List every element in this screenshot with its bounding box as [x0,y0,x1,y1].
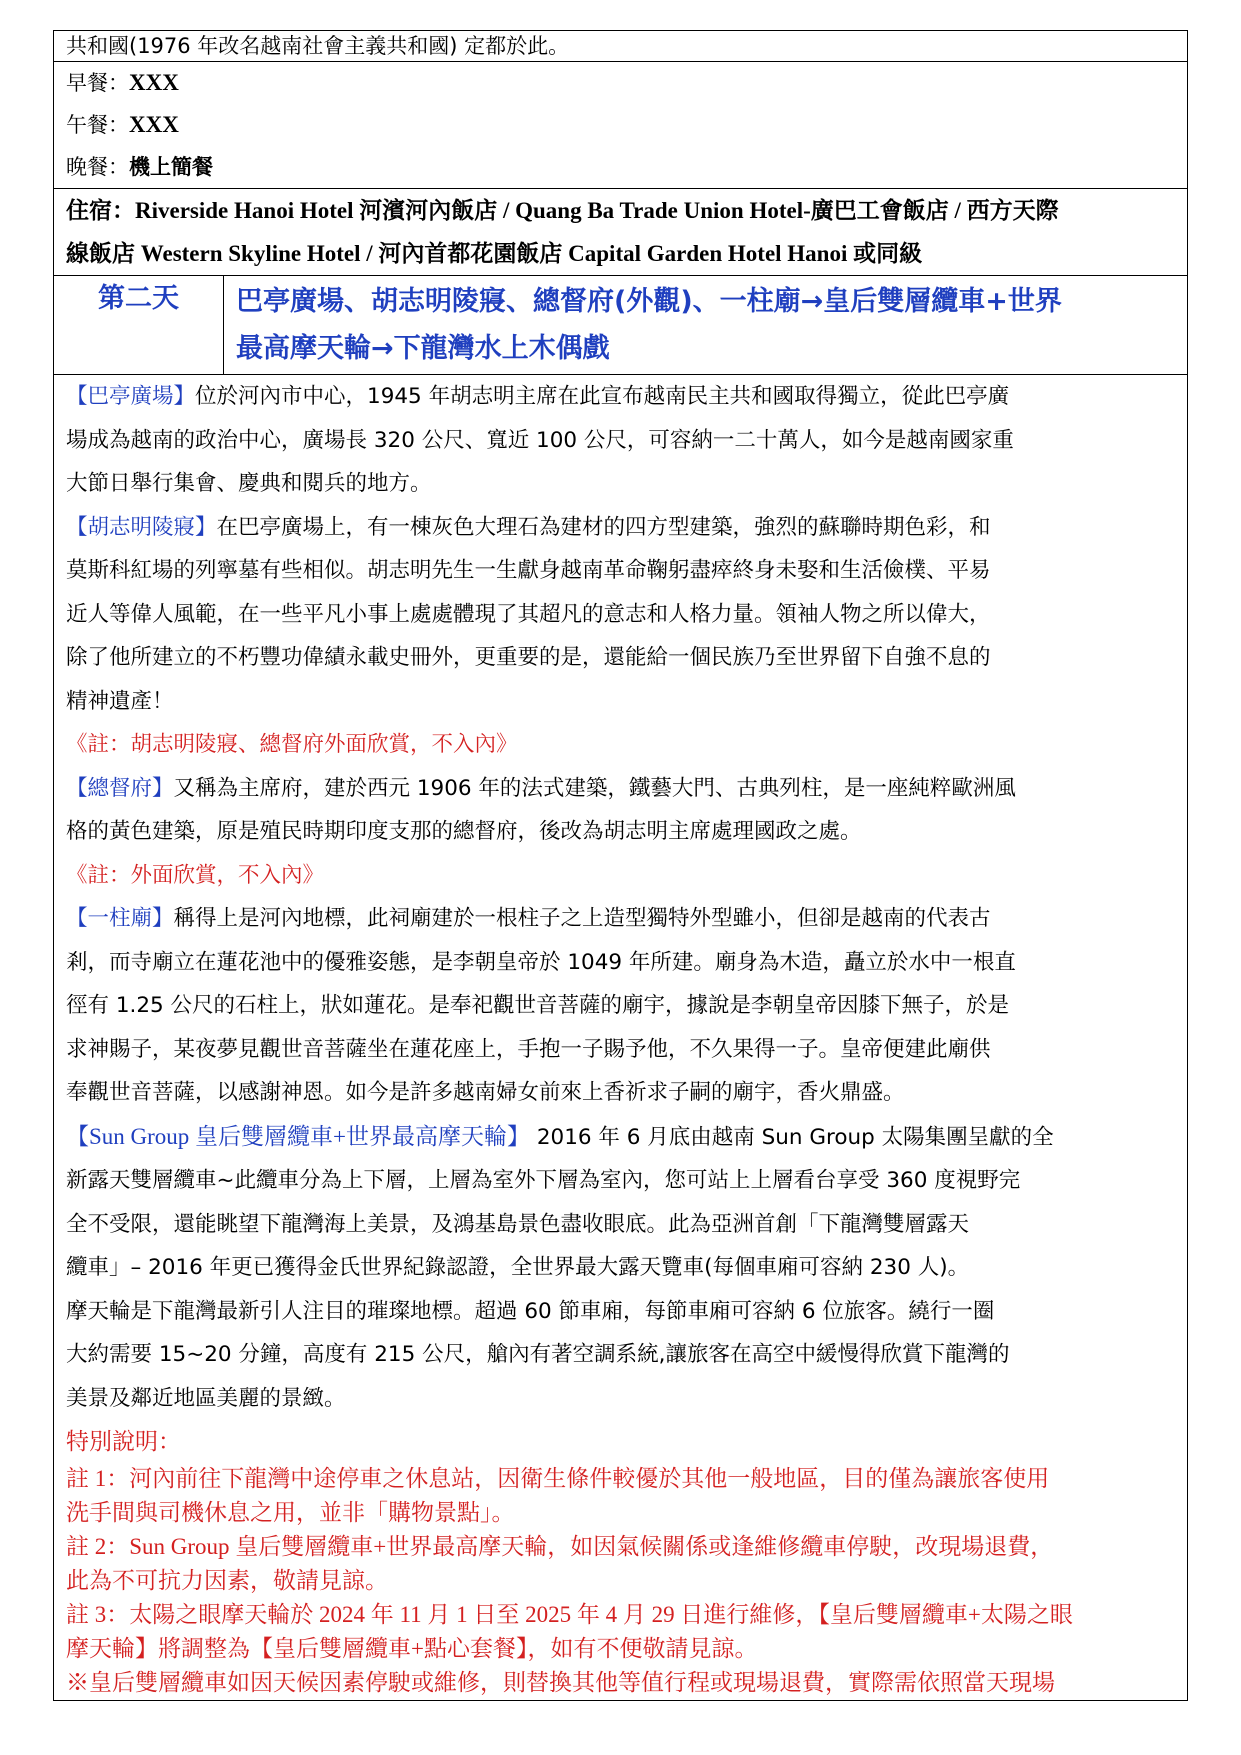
meals-row [54,62,1188,189]
section-ba-dinh [66,375,1175,506]
note-line: 註 1：河內前往下龍灣中途停車之休息站，因衛生條件較優於其他一般地區，目的僅為讓旅客使用 [66,1466,1050,1491]
day-body-row [54,375,1188,1701]
section-text: 場成為越南的政治中心，廣場長 320 公尺、寬近 100 公尺，可容納一二十萬人，如今是越南國家重 [66,427,1014,453]
day-title-line: 巴亭廣場、胡志明陵寢、總督府(外觀)、一柱廟→皇后雙層纜車+世界 [236,286,1062,317]
section-note: 《註：外面欣賞，不入內》 [66,862,325,888]
note-line: 此為不可抗力因素，敬請見諒。 [66,1568,388,1593]
note-line: 洗手間與司機休息之用，並非「購物景點」。 [66,1500,515,1525]
meal-label: 晚餐： [66,155,129,179]
section-text: 纜車」– 2016 年更已獲得金氏世界紀錄認證，全世界最大露天覽車(每個車廂可容納 230 人)。 [66,1255,970,1280]
section-pagoda [66,897,1175,1115]
hotel-line: 住宿：Riverside Hanoi Hotel 河濱河內飯店 / Quang Ba Trade Union Hotel-廣巴工會飯店 / 西方天際 [66,198,1059,223]
hotel-line: 線飯店 Western Skyline Hotel / 河內首都花園飯店 Capital Garden Hotel Hanoi 或同級 [66,241,923,266]
section-sun-group [66,1115,1175,1421]
section-mausoleum [66,506,1175,767]
special-notes-heading: 特別說明： [66,1429,181,1454]
hotel-row [54,189,1188,276]
meal-value: XXX [129,112,179,137]
section-text: 位於河內市中心，1945 年胡志明主席在此宣布越南民主共和國取得獨立，從此巴亭廣 [195,384,1010,409]
meal-dinner [66,146,1175,188]
meals-cell [54,62,1188,189]
day-label: 第二天 [54,276,224,375]
intro-row [54,31,1188,62]
section-text: 全不受限，還能眺望下龍灣海上美景，及鴻基島景色盡收眼底。此為亞洲首創「下龍灣雙層露天 [66,1211,970,1237]
itinerary-page [53,30,1187,1701]
section-heading: 【Sun Group 皇后雙層纜車+世界最高摩天輪】 [66,1123,531,1149]
section-text: 2016 年 6 月底由越南 Sun Group 太陽集團呈獻的全 [530,1124,1054,1150]
section-text: 近人等偉人風範，在一些平凡小事上處處體現了其超凡的意志和人格力量。領袖人物之所以偉大， [66,601,991,627]
meal-value: 機上簡餐 [129,155,213,179]
section-note: 《註：胡志明陵寢、總督府外面欣賞，不入內》 [66,732,518,757]
section-text: 稱得上是河內地標，此祠廟建於一根柱子之上造型獨特外型雖小，但卻是越南的代表古 [173,906,991,931]
day-header-row [54,276,1188,375]
section-text: 美景及鄰近地區美麗的景緻。 [66,1385,346,1411]
section-text: 奉觀世音菩薩，以感謝神恩。如今是許多越南婦女前來上香祈求子嗣的廟宇，香火鼎盛。 [66,1080,905,1105]
note-line: 註 2：Sun Group 皇后雙層纜車+世界最高摩天輪，如因氣候關係或逢維修纜車停駛，改現場退費， [66,1534,1054,1559]
section-text: 又稱為主席府，建於西元 1906 年的法式建築，鐵藝大門、古典列柱，是一座純粹歐洲風 [173,775,1016,801]
intro-text: 共和國(1976 年改名越南社會主義共和國) 定都於此。 [54,31,1188,62]
day-title-line: 最高摩天輪→下龍灣水上木偶戲 [236,333,610,364]
section-heading: 【總督府】 [66,775,174,801]
day-body-cell [54,375,1188,1701]
section-palace [66,767,1175,898]
section-text: 求神賜子，某夜夢見觀世音菩薩坐在蓮花座上，手抱一子賜予他，不久果得一子。皇帝便建此廟供 [66,1036,991,1062]
day-title [224,276,1188,375]
section-text: 莫斯科紅場的列寧墓有些相似。胡志明先生一生獻身越南革命鞠躬盡瘁終身未娶和生活儉樸、平易 [66,558,991,583]
meal-breakfast [66,62,1175,104]
section-heading: 【一柱廟】 [66,906,174,931]
section-text: 大節日舉行集會、慶典和閱兵的地方。 [66,471,432,496]
meal-lunch [66,104,1175,146]
section-text: 格的黃色建築，原是殖民時期印度支那的總督府，後改為胡志明主席處理國政之處。 [66,819,862,844]
section-text: 除了他所建立的不朽豐功偉績永載史冊外，更重要的是，還能給一個民族乃至世界留下自強不息的 [66,645,991,670]
section-text: 徑有 1.25 公尺的石柱上，狀如蓮花。是奉祀觀世音菩薩的廟宇，據說是李朝皇帝因膝下無子，於是 [66,993,1010,1018]
meal-label: 早餐： [66,71,129,95]
note-line: 註 3：太陽之眼摩天輪於 2024 年 11 月 1 日至 2025 年 4 月 29 日進行維修，【皇后雙層纜車+太陽之眼 [66,1602,1073,1627]
note-line: 摩天輪】將調整為【皇后雙層纜車+點心套餐】，如有不便敬請見諒。 [66,1636,758,1661]
meal-label: 午餐： [66,113,129,137]
section-text: 精神遺產！ [66,688,174,714]
meal-value: XXX [129,70,179,95]
note-line: ※皇后雙層纜車如因天候因素停駛或維修，則替換其他等值行程或現場退費，實際需依照當天現場 [66,1670,1055,1695]
section-text: 在巴亭廣場上，有一棟灰色大理石為建材的四方型建築，強烈的蘇聯時期色彩，和 [216,514,991,540]
section-text: 大約需要 15~20 分鐘，高度有 215 公尺，艙內有著空調系統,讓旅客在高空中緩慢得欣賞下龍灣的 [66,1342,1010,1367]
section-heading: 【胡志明陵寢】 [66,514,217,540]
section-heading: 【巴亭廣場】 [66,384,196,409]
section-text: 剎，而寺廟立在蓮花池中的優雅姿態，是李朝皇帝於 1049 年所建。廟身為木造，矗立於水中一根直 [66,949,1016,975]
special-notes [66,1422,1175,1700]
itinerary-table [53,30,1188,1701]
section-text: 摩天輪是下龍灣最新引人注目的璀璨地標。超過 60 節車廂，每節車廂可容納 6 位旅客。繞行一圈 [66,1298,995,1324]
section-text: 新露天雙層纜車~此纜車分為上下層，上層為室外下層為室內，您可站上上層看台享受 360 度視野完 [66,1168,1021,1193]
hotel-cell [54,189,1188,276]
